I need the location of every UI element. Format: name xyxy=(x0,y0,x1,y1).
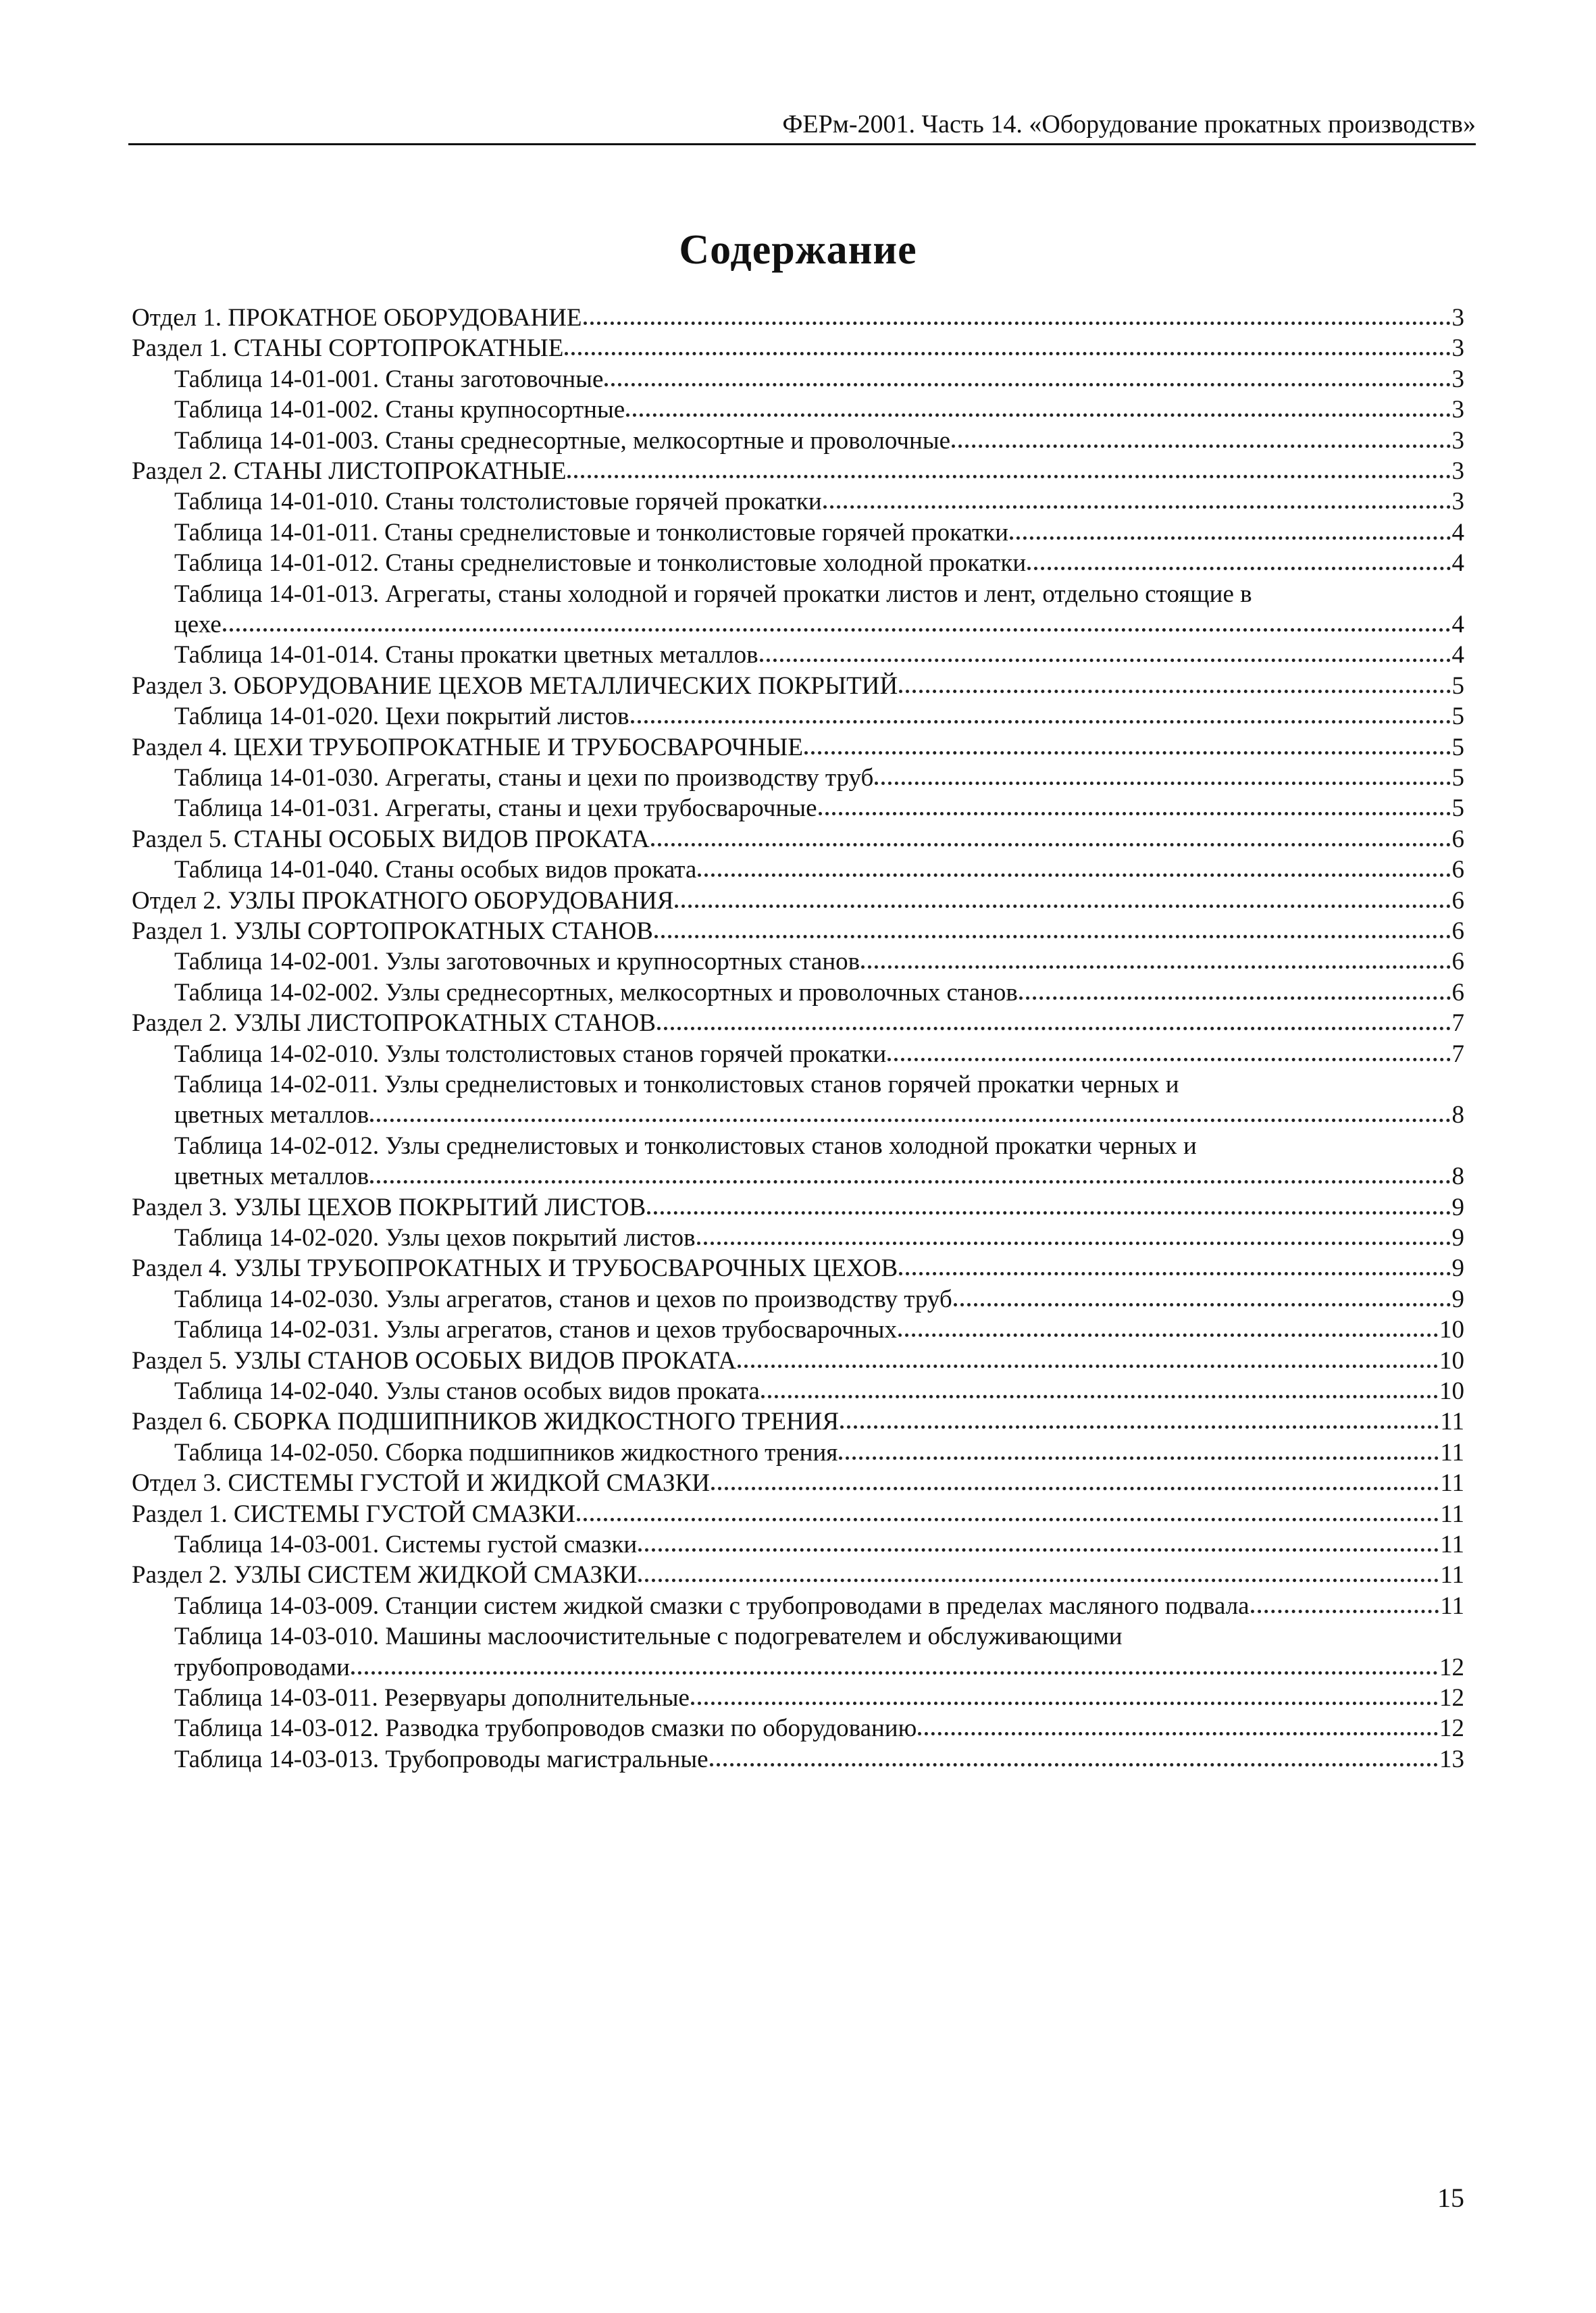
toc-entry-wrapped-line[interactable]: Таблица 14-02-012. Узлы среднелистовых и тонколистовых станов холодной прокатки черных и xyxy=(174,1132,1197,1160)
toc-entry-page-number: 5 xyxy=(1451,672,1464,700)
toc-section-entry[interactable] xyxy=(132,1499,1464,1529)
toc-entry-page-number: 3 xyxy=(1451,457,1464,485)
toc-entry-text: Раздел 2. УЗЛЫ СИСТЕМ ЖИДКОЙ СМАЗКИ xyxy=(132,1561,638,1589)
toc-entry-text: Раздел 3. ОБОРУДОВАНИЕ ЦЕХОВ МЕТАЛЛИЧЕСКИХ ПОКРЫТИЙ xyxy=(132,672,898,700)
toc-entry-page-number: 9 xyxy=(1451,1224,1464,1252)
page-title: Содержание xyxy=(679,227,917,273)
toc-entry-page-number: 7 xyxy=(1451,1040,1464,1068)
toc-table-entry[interactable] xyxy=(174,793,1464,823)
toc-table-entry[interactable] xyxy=(174,364,1464,395)
toc-entry-text: Таблица 14-01-011. Станы среднелистовые и тонколистовые горячей прокатки xyxy=(174,519,1008,547)
toc-entry-text: Таблица 14-01-003. Станы среднесортные, мелкосортные и проволочные xyxy=(174,427,951,455)
toc-entry-text: Таблица 14-03-009. Станции систем жидкой смазки с трубопроводами в пределах масляного подвала xyxy=(174,1592,1250,1620)
toc-table-entry[interactable] xyxy=(174,609,1464,640)
toc-entry-page-number: 11 xyxy=(1440,1408,1464,1435)
toc-entry-page-number: 5 xyxy=(1451,764,1464,792)
toc-entry-page-number: 11 xyxy=(1440,1561,1464,1589)
toc-entry-page-number: 4 xyxy=(1451,519,1464,547)
toc-table-entry[interactable] xyxy=(174,1284,1464,1315)
toc-dot-leader xyxy=(918,1732,1438,1735)
toc-dot-leader xyxy=(577,1518,1439,1521)
toc-entry-text: Таблица 14-02-010. Узлы толстолистовых станов горячей прокатки xyxy=(174,1040,887,1068)
toc-entry-text: Таблица 14-03-013. Трубопроводы магистральные xyxy=(174,1746,709,1773)
toc-section-entry[interactable] xyxy=(132,1406,1464,1437)
toc-entry-text: Таблица 14-02-002. Узлы среднесортных, мелкосортных и проволочных станов xyxy=(174,979,1018,1007)
toc-table-entry[interactable] xyxy=(174,1161,1464,1192)
toc-dot-leader xyxy=(638,1579,1439,1582)
toc-table-entry[interactable] xyxy=(174,946,1464,977)
toc-entry-text: трубопроводами xyxy=(174,1654,350,1681)
toc-entry-text: Раздел 1. СИСТЕМЫ ГУСТОЙ СМАЗКИ xyxy=(132,1500,575,1528)
toc-section-entry[interactable] xyxy=(132,671,1464,701)
toc-dot-leader xyxy=(711,1487,1439,1490)
toc-dot-leader xyxy=(710,1763,1438,1766)
toc-section-entry[interactable] xyxy=(132,1560,1464,1590)
toc-entry-text: Раздел 5. СТАНЫ ОСОБЫХ ВИДОВ ПРОКАТА xyxy=(132,825,650,853)
toc-entry-text: Отдел 3. СИСТЕМЫ ГУСТОЙ И ЖИДКОЙ СМАЗКИ xyxy=(132,1469,710,1497)
toc-dot-leader xyxy=(760,659,1451,662)
toc-entry-page-number: 11 xyxy=(1440,1500,1464,1528)
toc-entry-page-number: 11 xyxy=(1440,1439,1464,1467)
toc-dot-leader xyxy=(654,935,1451,938)
toc-section-entry[interactable] xyxy=(132,732,1464,763)
toc-table-entry[interactable] xyxy=(174,1652,1464,1683)
toc-entry-page-number: 3 xyxy=(1451,334,1464,362)
toc-entry-page-number: 5 xyxy=(1451,794,1464,822)
toc-entry-text: Таблица 14-02-040. Узлы станов особых видов проката xyxy=(174,1377,760,1405)
toc-entry-text: Раздел 5. УЗЛЫ СТАНОВ ОСОБЫХ ВИДОВ ПРОКАТА xyxy=(132,1347,737,1375)
toc-dot-leader xyxy=(675,905,1450,908)
toc-entry-page-number: 3 xyxy=(1451,427,1464,455)
toc-entry-text: Отдел 1. ПРОКАТНОЕ ОБОРУДОВАНИЕ xyxy=(132,304,582,332)
toc-dot-leader xyxy=(631,720,1451,723)
toc-entry-text: Раздел 1. СТАНЫ СОРТОПРОКАТНЫЕ xyxy=(132,334,564,362)
toc-table-entry[interactable] xyxy=(174,763,1464,793)
toc-dot-leader xyxy=(899,1272,1450,1275)
toc-dot-leader xyxy=(651,843,1451,846)
toc-table-entry[interactable] xyxy=(174,548,1464,578)
toc-entry-page-number: 4 xyxy=(1451,549,1464,577)
toc-section-entry[interactable] xyxy=(132,1346,1464,1376)
toc-entry-text: Таблица 14-02-001. Узлы заготовочных и крупносортных станов xyxy=(174,948,860,975)
toc-entry-page-number: 7 xyxy=(1451,1009,1464,1037)
toc-dot-leader xyxy=(804,751,1451,755)
toc-table-entry[interactable] xyxy=(174,855,1464,885)
running-header-text: ФЕРм-2001. Часть 14. «Оборудование прокатных производств» xyxy=(782,110,1476,138)
toc-entry-text: Раздел 2. СТАНЫ ЛИСТОПРОКАТНЫЕ xyxy=(132,457,567,485)
toc-entry-text: Таблица 14-01-010. Станы толстолистовые горячей прокатки xyxy=(174,488,822,515)
toc-entry-page-number: 11 xyxy=(1440,1592,1464,1620)
toc-table-entry[interactable] xyxy=(174,395,1464,425)
toc-table-entry[interactable] xyxy=(174,486,1464,517)
toc-table-entry[interactable] xyxy=(174,1529,1464,1560)
toc-entry-text: Раздел 4. ЦЕХИ ТРУБОПРОКАТНЫЕ И ТРУБОСВАРОЧНЫЕ xyxy=(132,734,803,761)
toc-dot-leader xyxy=(899,690,1450,693)
toc-table-entry[interactable] xyxy=(174,1591,1464,1621)
toc-dot-leader xyxy=(1019,996,1451,1000)
toc-table-entry[interactable] xyxy=(174,1315,1464,1345)
toc-entry-wrapped-line[interactable]: Таблица 14-03-010. Машины маслоочистительные с подогревателем и обслуживающими xyxy=(174,1623,1123,1650)
toc-dot-leader xyxy=(1010,536,1451,540)
toc-entry-page-number: 3 xyxy=(1451,396,1464,424)
toc-dot-leader xyxy=(1027,567,1450,570)
toc-table-entry[interactable] xyxy=(174,1683,1464,1713)
toc-dot-leader xyxy=(819,812,1451,815)
toc-entry-text: Таблица 14-01-001. Станы заготовочные xyxy=(174,365,604,393)
toc-section-entry[interactable] xyxy=(132,303,1464,333)
toc-entry-page-number: 4 xyxy=(1451,611,1464,638)
toc-dot-leader xyxy=(567,475,1450,478)
toc-table-entry[interactable] xyxy=(174,1039,1464,1069)
toc-entry-text: Таблица 14-02-020. Узлы цехов покрытий листов xyxy=(174,1224,696,1252)
toc-table-entry[interactable] xyxy=(174,1438,1464,1468)
toc-table-entry[interactable] xyxy=(174,426,1464,456)
toc-dot-leader xyxy=(861,965,1450,969)
toc-entry-text: Таблица 14-02-030. Узлы агрегатов, станов и цехов по производству труб xyxy=(174,1286,952,1313)
toc-entry-page-number: 5 xyxy=(1451,734,1464,761)
toc-dot-leader xyxy=(761,1395,1438,1398)
toc-entry-text: Таблица 14-02-031. Узлы агрегатов, станов и цехов трубосварочных xyxy=(174,1316,897,1344)
toc-table-entry[interactable] xyxy=(174,1100,1464,1130)
toc-section-entry[interactable] xyxy=(132,824,1464,855)
toc-entry-text: Таблица 14-01-014. Станы прокатки цветных металлов xyxy=(174,641,758,669)
toc-entry-page-number: 6 xyxy=(1451,948,1464,975)
toc-entry-text: Таблица 14-01-020. Цехи покрытий листов xyxy=(174,703,629,730)
toc-section-entry[interactable] xyxy=(132,1008,1464,1038)
toc-entry-page-number: 12 xyxy=(1439,1654,1464,1681)
toc-entry-page-number: 10 xyxy=(1439,1316,1464,1344)
toc-dot-leader xyxy=(370,1180,1450,1184)
toc-section-entry[interactable] xyxy=(132,916,1464,946)
toc-entry-page-number: 4 xyxy=(1451,641,1464,669)
toc-entry-page-number: 11 xyxy=(1440,1531,1464,1558)
toc-entry-page-number: 6 xyxy=(1451,825,1464,853)
toc-entry-text: Раздел 2. УЗЛЫ ЛИСТОПРОКАТНЫХ СТАНОВ xyxy=(132,1009,656,1037)
toc-entry-page-number: 9 xyxy=(1451,1286,1464,1313)
toc-section-entry[interactable] xyxy=(132,333,1464,363)
toc-entry-text: Раздел 3. УЗЛЫ ЦЕХОВ ПОКРЫТИЙ ЛИСТОВ xyxy=(132,1194,646,1221)
toc-entry-text: Отдел 2. УЗЛЫ ПРОКАТНОГО ОБОРУДОВАНИЯ xyxy=(132,887,674,915)
toc-entry-wrapped-line[interactable]: Таблица 14-01-013. Агрегаты, станы холодной и горячей прокатки листов и лент, отдельно стоящие в xyxy=(174,580,1252,608)
toc-entry-page-number: 9 xyxy=(1451,1254,1464,1282)
toc-dot-leader xyxy=(875,782,1450,785)
toc-dot-leader xyxy=(370,1119,1450,1122)
toc-entry-page-number: 13 xyxy=(1439,1746,1464,1773)
toc-section-entry[interactable] xyxy=(132,1253,1464,1283)
toc-section-entry[interactable] xyxy=(132,1192,1464,1223)
toc-entry-page-number: 8 xyxy=(1451,1101,1464,1129)
toc-table-entry[interactable] xyxy=(174,1744,1464,1775)
page-number: 15 xyxy=(1437,2183,1464,2213)
toc-entry-page-number: 11 xyxy=(1440,1469,1464,1497)
toc-entry-text: Таблица 14-01-002. Станы крупносортные xyxy=(174,396,625,424)
toc-entry-page-number: 6 xyxy=(1451,856,1464,884)
toc-dot-leader xyxy=(647,1211,1450,1215)
toc-dot-leader xyxy=(657,1027,1451,1030)
toc-entry-page-number: 3 xyxy=(1451,304,1464,332)
toc-table-entry[interactable] xyxy=(174,517,1464,548)
toc-dot-leader xyxy=(698,873,1450,877)
toc-dot-leader xyxy=(697,1242,1451,1245)
toc-table-entry[interactable] xyxy=(174,1376,1464,1406)
toc-dot-leader xyxy=(638,1548,1439,1552)
toc-dot-leader xyxy=(223,628,1451,632)
toc-entry-page-number: 3 xyxy=(1451,365,1464,393)
toc-entry-page-number: 9 xyxy=(1451,1194,1464,1221)
toc-entry-page-number: 10 xyxy=(1439,1347,1464,1375)
toc-entry-text: Таблица 14-03-001. Системы густой смазки xyxy=(174,1531,638,1558)
toc-entry-page-number: 12 xyxy=(1439,1684,1464,1712)
toc-dot-leader xyxy=(840,1425,1439,1429)
toc-entry-text: цветных металлов xyxy=(174,1101,369,1129)
toc-entry-text: Раздел 6. СБОРКА ПОДШИПНИКОВ ЖИДКОСТНОГО ТРЕНИЯ xyxy=(132,1408,840,1435)
toc-entry-text: Таблица 14-01-030. Агрегаты, станы и цехи по производству труб xyxy=(174,764,874,792)
toc-table-entry[interactable] xyxy=(174,701,1464,732)
toc-dot-leader xyxy=(738,1365,1438,1368)
toc-dot-leader xyxy=(954,1303,1451,1306)
toc-dot-leader xyxy=(839,1456,1439,1460)
toc-entry-page-number: 6 xyxy=(1451,917,1464,945)
toc-dot-leader xyxy=(691,1702,1438,1705)
toc-dot-leader xyxy=(565,352,1450,355)
toc-dot-leader xyxy=(626,413,1450,417)
running-header xyxy=(128,108,1476,145)
toc-entry-page-number: 10 xyxy=(1439,1377,1464,1405)
toc-dot-leader xyxy=(823,505,1451,509)
toc-entry-page-number: 5 xyxy=(1451,703,1464,730)
toc-entry-text: Таблица 14-01-031. Агрегаты, станы и цехи трубосварочные xyxy=(174,794,817,822)
toc-table-entry[interactable] xyxy=(174,1223,1464,1253)
toc-entry-page-number: 12 xyxy=(1439,1714,1464,1742)
toc-dot-leader xyxy=(351,1671,1438,1675)
toc-dot-leader xyxy=(887,1058,1450,1061)
toc-entry-text: цветных металлов xyxy=(174,1163,369,1190)
toc-section-entry[interactable] xyxy=(132,886,1464,916)
toc-table-entry[interactable] xyxy=(174,1713,1464,1744)
toc-entry-wrapped-line[interactable]: Таблица 14-02-011. Узлы среднелистовых и тонколистовых станов горячей прокатки черных и xyxy=(174,1071,1179,1098)
toc-section-entry[interactable] xyxy=(132,1468,1464,1498)
toc-entry-page-number: 8 xyxy=(1451,1163,1464,1190)
toc-table-entry[interactable] xyxy=(174,977,1464,1008)
toc-entry-text: Раздел 1. УЗЛЫ СОРТОПРОКАТНЫХ СТАНОВ xyxy=(132,917,653,945)
toc-entry-text: Таблица 14-01-040. Станы особых видов проката xyxy=(174,856,697,884)
toc-dot-leader xyxy=(584,322,1451,325)
toc-entry-text: Таблица 14-01-012. Станы среднелистовые и тонколистовые холодной прокатки xyxy=(174,549,1027,577)
toc-entry-text: цехе xyxy=(174,611,222,638)
toc-entry-text: Раздел 4. УЗЛЫ ТРУБОПРОКАТНЫХ И ТРУБОСВАРОЧНЫХ ЦЕХОВ xyxy=(132,1254,898,1282)
toc-entry-text: Таблица 14-03-012. Разводка трубопроводов смазки по оборудованию xyxy=(174,1714,917,1742)
toc-entry-text: Таблица 14-03-011. Резервуары дополнительные xyxy=(174,1684,690,1712)
toc-entry-page-number: 6 xyxy=(1451,979,1464,1007)
toc-dot-leader xyxy=(952,444,1450,448)
toc-entry-text: Таблица 14-02-050. Сборка подшипников жидкостного трения xyxy=(174,1439,838,1467)
toc-entry-page-number: 6 xyxy=(1451,887,1464,915)
toc-section-entry[interactable] xyxy=(132,456,1464,486)
toc-table-entry[interactable] xyxy=(174,640,1464,670)
toc-entry-page-number: 3 xyxy=(1451,488,1464,515)
toc-dot-leader xyxy=(604,383,1450,386)
toc-dot-leader xyxy=(1251,1610,1439,1613)
toc-dot-leader xyxy=(898,1333,1438,1337)
